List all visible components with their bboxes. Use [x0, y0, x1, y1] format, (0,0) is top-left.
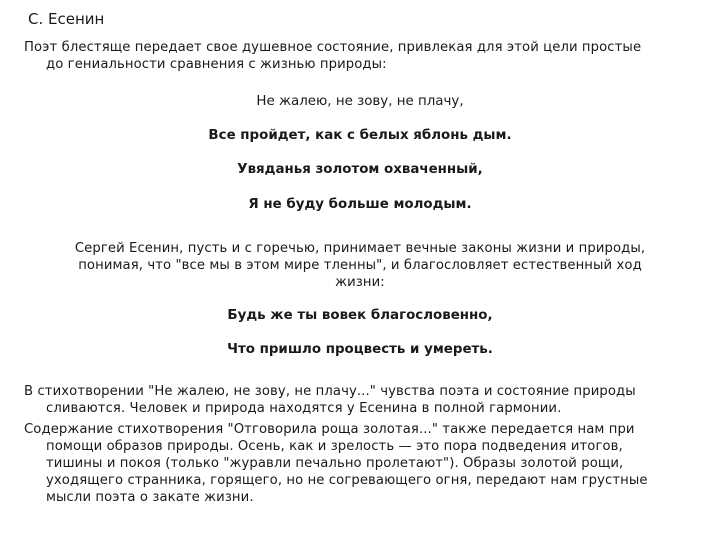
- final2-line-5: мысли поэта о закате жизни.: [46, 490, 254, 505]
- intro-line-2: до гениальности сравнения с жизнью природы:: [46, 57, 387, 72]
- final1-line-1: В стихотворении "Не жалею, не зову, не плачу..." чувства поэта и состояние природы: [24, 384, 636, 399]
- slide-heading: С. Есенин: [28, 10, 105, 28]
- verse-line-3: Увяданья золотом охваченный,: [237, 162, 483, 177]
- middle-line-3: жизни:: [335, 275, 385, 290]
- verse-line-6: Что пришло процвесть и умереть.: [227, 342, 493, 357]
- final2-line-1: Содержание стихотворения "Отговорила роща золотая..." также передается нам при: [24, 422, 635, 437]
- final2-line-3: тишины и покоя (только "журавли печально пролетают"). Образы золотой рощи,: [46, 456, 624, 471]
- final1-line-2: сливаются. Человек и природа находятся у Есенина в полной гармонии.: [46, 401, 562, 416]
- final2-line-4: уходящего странника, горящего, но не согревающего огня, передают нам грустные: [46, 473, 648, 488]
- middle-paragraph: [0, 240, 720, 291]
- verse-line-2: Все пройдет, как с белых яблонь дым.: [208, 128, 512, 143]
- middle-line-1: Сергей Есенин, пусть и с горечью, принимает вечные законы жизни и природы,: [74, 241, 646, 256]
- final-paragraph-2: [24, 421, 704, 506]
- verse-line-5: Будь же ты вовек благословенно,: [227, 308, 493, 323]
- final2-line-2: помощи образов природы. Осень, как и зрелость — это пора подведения итогов,: [46, 439, 623, 454]
- intro-line-1: Поэт блестяще передает свое душевное состояние, привлекая для этой цели простые: [24, 40, 642, 55]
- intro-paragraph: [24, 39, 704, 73]
- verse-line-1: Не жалею, не зову, не плачу,: [256, 94, 464, 109]
- middle-line-2: понимая, что "все мы в этом мире тленны", и благословляет естественный ход: [78, 258, 642, 273]
- final-paragraph-1: [24, 383, 704, 417]
- verse-line-4: Я не буду больше молодым.: [248, 197, 472, 212]
